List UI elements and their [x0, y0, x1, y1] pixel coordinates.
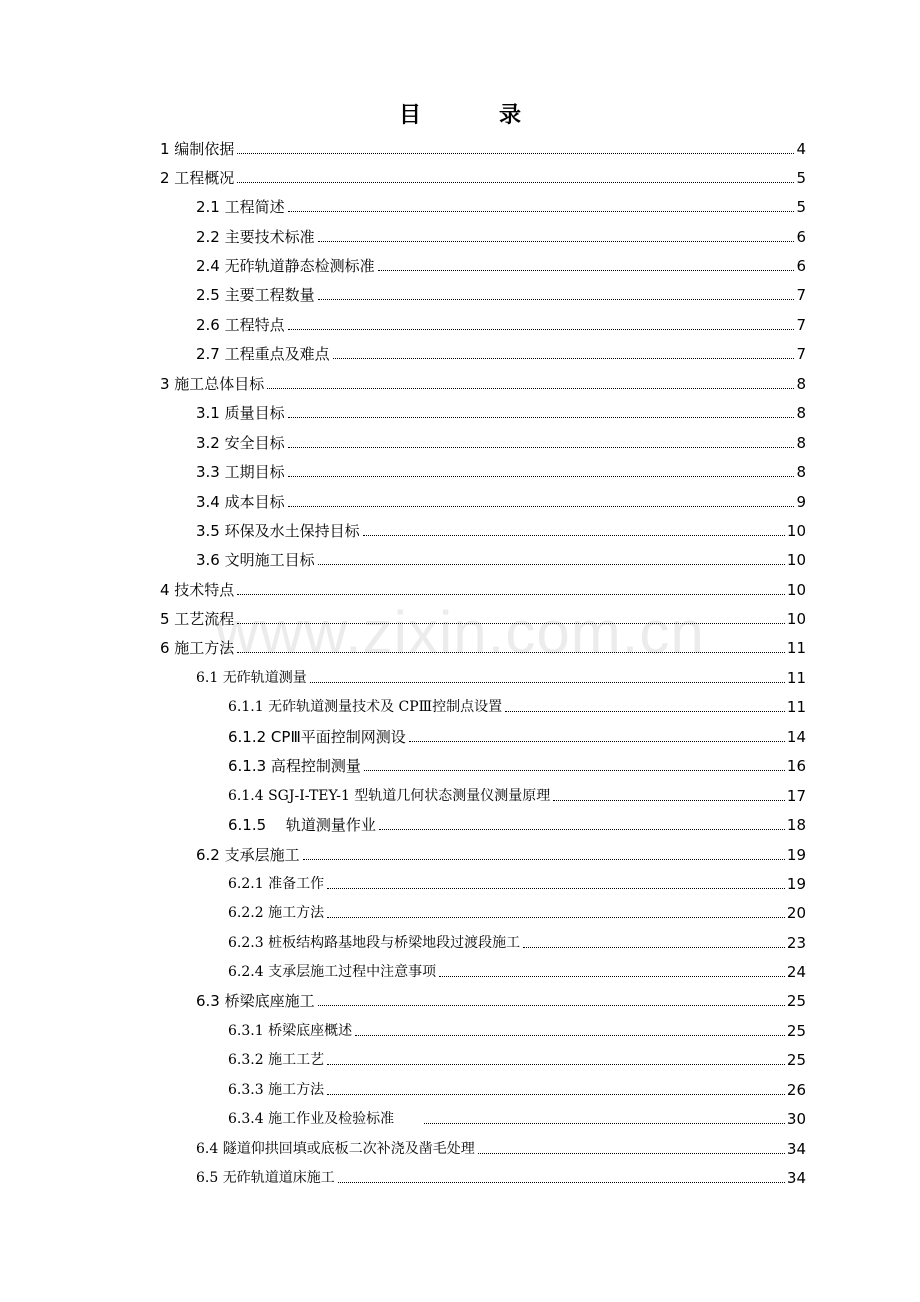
toc-entry[interactable]	[160, 576, 806, 600]
toc-entry[interactable]	[160, 634, 806, 658]
dot-leader	[237, 182, 794, 183]
dot-leader	[363, 535, 785, 536]
toc-entry-title: 6.3.3 施工方法	[228, 1082, 325, 1098]
toc-entry[interactable]	[196, 517, 806, 541]
toc-entry-page: 10	[786, 610, 806, 628]
toc-entry-title: 6.3 桥梁底座施工	[196, 992, 315, 1010]
toc-entry-title: 6.2.4 支承层施工过程中注意事项	[228, 964, 437, 980]
toc-entry-title: 6.5 无砟轨道道床施工	[196, 1170, 335, 1186]
toc-entry-title: 3 施工总体目标	[160, 375, 265, 393]
toc-entry-page: 24	[786, 963, 806, 981]
dot-leader	[338, 1182, 785, 1183]
toc-entry-page: 19	[786, 875, 806, 893]
toc-entry-title: 2 工程概况	[160, 169, 235, 187]
toc-entry[interactable]	[196, 488, 806, 512]
page-title: 目 录	[398, 103, 549, 128]
toc-entry[interactable]	[228, 1105, 806, 1129]
toc-entry-page: 8	[796, 434, 806, 452]
dot-leader	[327, 1064, 785, 1065]
toc-entry-title: 6.1.4 SGJ-I-TEY-1 型轨道几何状态测量仪测量原理	[228, 788, 551, 804]
dot-leader	[318, 299, 795, 300]
toc-entry[interactable]	[196, 429, 806, 453]
toc-entry[interactable]	[196, 1164, 806, 1188]
toc-entry-page: 8	[796, 404, 806, 422]
toc-entry[interactable]	[228, 1017, 806, 1041]
toc-entry[interactable]	[196, 311, 806, 335]
toc-entry-page: 7	[796, 286, 806, 304]
toc-entry-page: 20	[786, 904, 806, 922]
dot-leader	[409, 741, 785, 742]
toc-entry-page: 7	[796, 345, 806, 363]
toc-entry[interactable]	[228, 929, 806, 953]
toc-entry[interactable]	[196, 546, 806, 570]
toc-entry-page: 34	[786, 1140, 806, 1158]
dot-leader	[288, 506, 795, 507]
toc-entry-title: 3.1 质量目标	[196, 404, 285, 422]
dot-leader	[288, 447, 795, 448]
toc-entry-title: 3.6 文明施工目标	[196, 551, 315, 569]
toc-entry-title: 6.1.5 轨道测量作业	[228, 816, 376, 834]
dot-leader	[303, 859, 785, 860]
toc-entry-page: 6	[796, 257, 806, 275]
toc-entry-title: 3.2 安全目标	[196, 434, 285, 452]
dot-leader	[478, 1153, 785, 1154]
toc-entry[interactable]	[196, 458, 806, 482]
toc-entry[interactable]	[196, 281, 806, 305]
toc-entry-title: 6.1 无砟轨道测量	[196, 670, 307, 686]
toc-entry-page: 30	[786, 1110, 806, 1128]
toc-entry[interactable]	[228, 782, 806, 806]
toc-entry[interactable]	[228, 723, 806, 747]
dot-leader	[364, 770, 785, 771]
toc-entry[interactable]	[196, 223, 806, 247]
toc-entry-title: 6.3.4 施工作业及检验标准	[228, 1111, 395, 1127]
toc-entry[interactable]	[196, 1135, 806, 1159]
toc-entry-page: 10	[786, 522, 806, 540]
toc-entry-page: 8	[796, 463, 806, 481]
toc-entry-page: 8	[796, 375, 806, 393]
toc-entry-title: 2.6 工程特点	[196, 316, 285, 334]
toc-entry-page: 9	[796, 493, 806, 511]
toc-entry-page: 10	[786, 551, 806, 569]
dot-leader	[333, 358, 795, 359]
toc-entry[interactable]	[228, 752, 806, 776]
toc-entry-title: 2.4 无砟轨道静态检测标准	[196, 257, 375, 275]
toc-entry-title: 1 编制依据	[160, 140, 235, 158]
dot-leader	[355, 1035, 785, 1036]
dot-leader	[237, 652, 785, 653]
toc-entry-title: 6.2.3 桩板结构路基地段与桥梁地段过渡段施工	[228, 935, 521, 951]
dot-leader	[379, 829, 785, 830]
toc-entry-page: 25	[786, 992, 806, 1010]
toc-entry-title: 6.2 支承层施工	[196, 846, 300, 864]
toc-entry[interactable]	[228, 693, 806, 717]
toc-entry-title: 2.7 工程重点及难点	[196, 345, 330, 363]
dot-leader	[439, 976, 785, 977]
toc-entry-page: 16	[786, 757, 806, 775]
toc-entry-page: 10	[786, 581, 806, 599]
toc-entry-page: 26	[786, 1081, 806, 1099]
toc-entry-page: 25	[786, 1022, 806, 1040]
dot-leader	[505, 711, 785, 712]
toc-entry[interactable]	[228, 811, 806, 835]
toc-entry-page: 25	[786, 1051, 806, 1069]
dot-leader	[237, 623, 785, 624]
dot-leader	[267, 388, 794, 389]
toc-entry[interactable]	[160, 164, 806, 188]
toc-entry[interactable]	[160, 370, 806, 394]
toc-entry-title: 5 工艺流程	[160, 610, 235, 628]
toc-entry[interactable]	[196, 841, 806, 865]
toc-entry-page: 11	[786, 639, 806, 657]
dot-leader	[318, 241, 795, 242]
dot-leader	[327, 1094, 785, 1095]
toc-entry-page: 7	[796, 316, 806, 334]
dot-leader	[318, 564, 785, 565]
toc-entry-title: 3.5 环保及水土保持目标	[196, 522, 360, 540]
toc-entry-title: 3.4 成本目标	[196, 493, 285, 511]
toc-entry-title: 6.2.2 施工方法	[228, 905, 325, 921]
toc-entry[interactable]	[228, 958, 806, 982]
toc-entry[interactable]	[196, 399, 806, 423]
toc-entry-page: 11	[786, 669, 806, 687]
dot-leader	[237, 153, 794, 154]
toc-entry-title: 6.2.1 准备工作	[228, 876, 325, 892]
toc-entry[interactable]	[160, 135, 806, 159]
toc-entry-title: 6.4 隧道仰拱回填或底板二次补浇及凿毛处理	[196, 1141, 475, 1157]
toc-entry-title: 2.2 主要技术标准	[196, 228, 315, 246]
toc-entry[interactable]	[160, 605, 806, 629]
toc-entry-title: 6.3.2 施工工艺	[228, 1052, 325, 1068]
dot-leader	[310, 682, 785, 683]
toc-entry[interactable]	[228, 899, 806, 923]
toc-entry-title: 6.1.3 高程控制测量	[228, 757, 361, 775]
dot-leader	[237, 594, 785, 595]
dot-leader	[523, 947, 785, 948]
toc-entry-page: 6	[796, 228, 806, 246]
toc-entry-title: 4 技术特点	[160, 581, 235, 599]
dot-leader	[288, 329, 795, 330]
toc-entry[interactable]	[196, 340, 806, 364]
toc-entry[interactable]	[196, 987, 806, 1011]
toc-entry[interactable]	[196, 193, 806, 217]
toc-entry-page: 34	[786, 1169, 806, 1187]
toc-entry-title: 2.1 工程简述	[196, 198, 285, 216]
toc-entry-title: 6 施工方法	[160, 639, 235, 657]
dot-leader	[424, 1123, 785, 1124]
toc-entry-title: 6.1.2 CPⅢ平面控制网测设	[228, 728, 406, 746]
dot-leader	[327, 917, 785, 918]
toc-entry-title: 6.3.1 桥梁底座概述	[228, 1023, 353, 1039]
toc-entry-page: 19	[786, 846, 806, 864]
toc-entry-title: 6.1.1 无砟轨道测量技术及 CPⅢ控制点设置	[228, 699, 503, 715]
toc-entry-page: 11	[786, 698, 806, 716]
toc-entry-page: 5	[796, 169, 806, 187]
toc-entry-page: 5	[796, 198, 806, 216]
dot-leader	[288, 211, 795, 212]
toc-entry[interactable]	[228, 1046, 806, 1070]
toc-entry-page: 23	[786, 934, 806, 952]
toc-entry[interactable]	[196, 252, 806, 276]
dot-leader	[288, 476, 795, 477]
toc-entry-page: 17	[786, 787, 806, 805]
toc-entry-title: 2.5 主要工程数量	[196, 286, 315, 304]
toc-entry-page: 14	[786, 728, 806, 746]
dot-leader	[327, 888, 785, 889]
toc-entry-page: 4	[796, 140, 806, 158]
toc-entry[interactable]	[228, 1076, 806, 1100]
toc-entry-page: 18	[786, 816, 806, 834]
dot-leader	[318, 1005, 785, 1006]
watermark-text: www.zixin.com.cn	[215, 599, 705, 666]
dot-leader	[288, 417, 795, 418]
toc-entry[interactable]	[196, 664, 806, 688]
toc-entry-title: 3.3 工期目标	[196, 463, 285, 481]
toc-entry[interactable]	[228, 870, 806, 894]
dot-leader	[553, 800, 785, 801]
dot-leader	[378, 270, 795, 271]
